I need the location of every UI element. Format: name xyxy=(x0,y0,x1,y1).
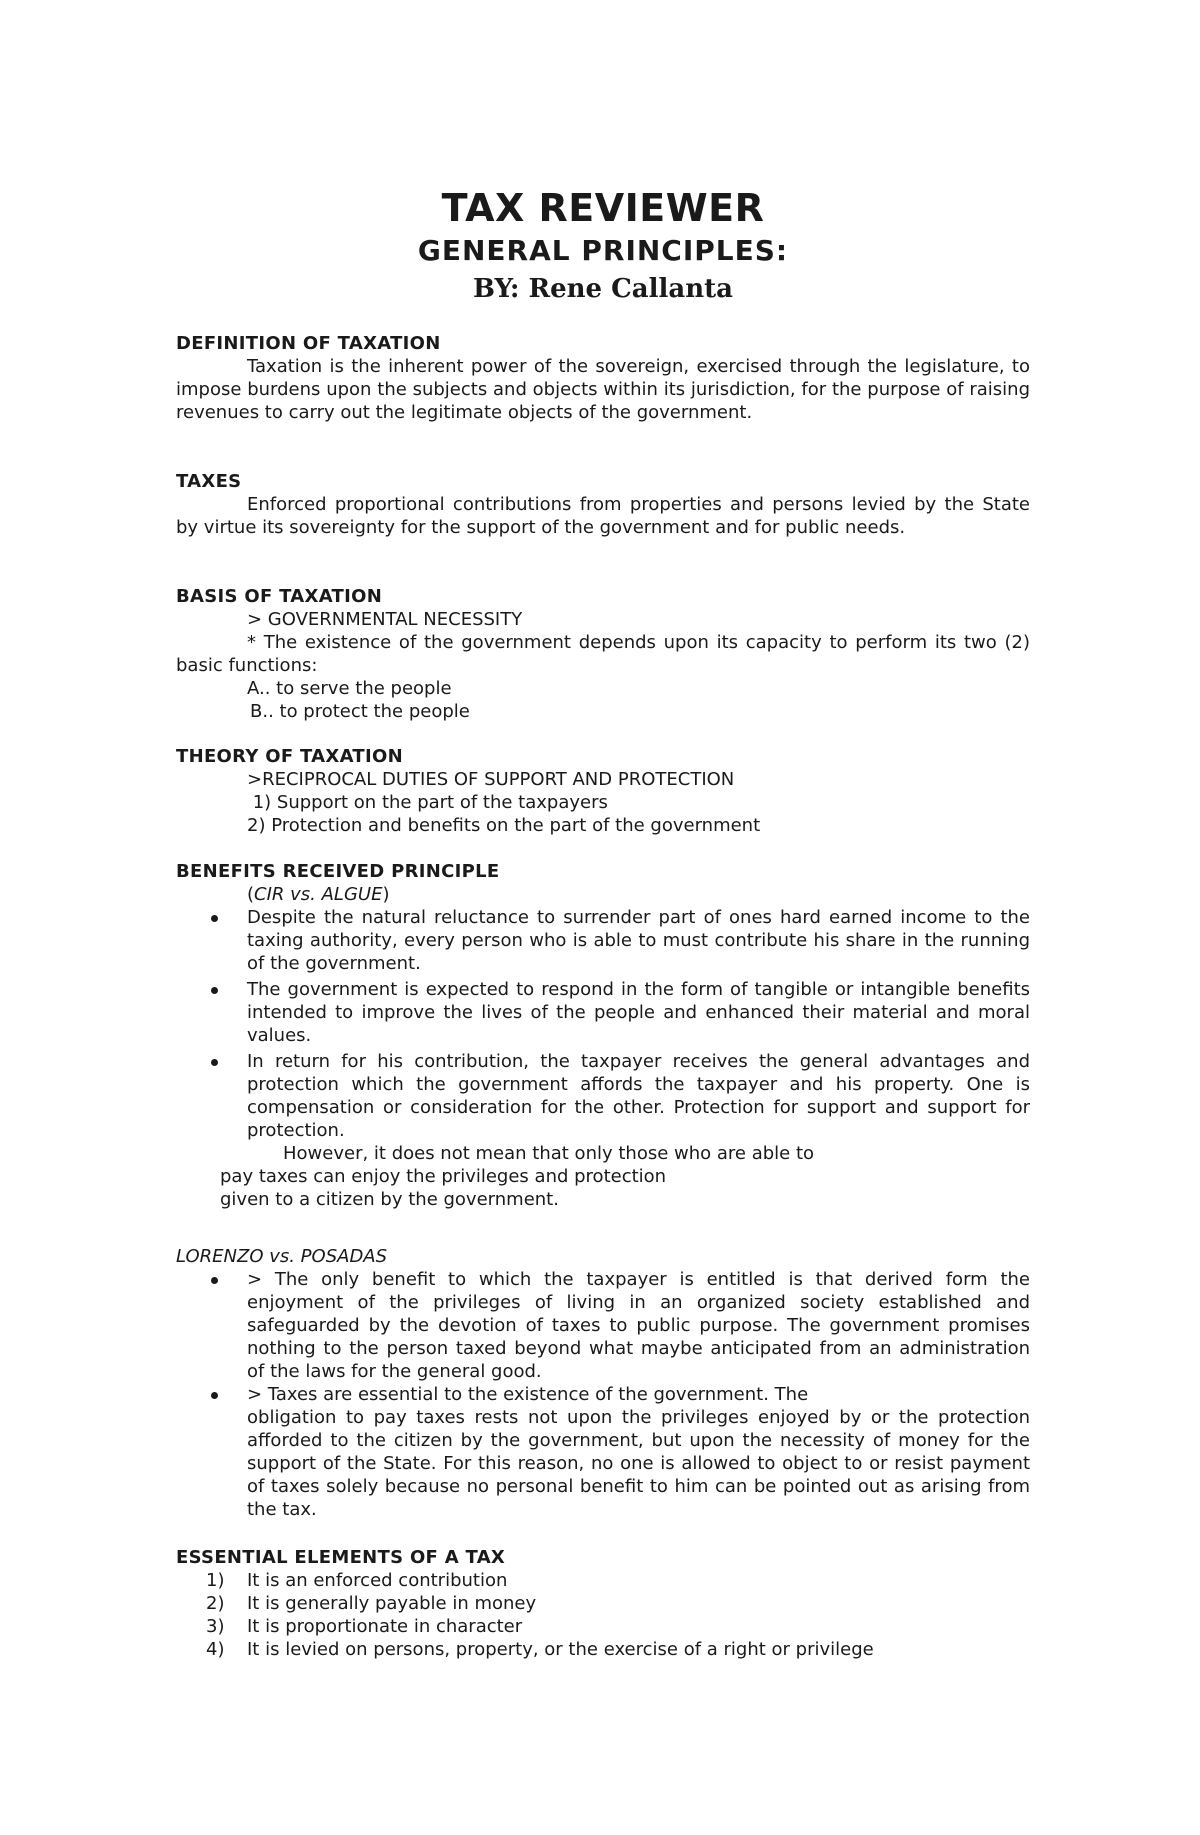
list-item xyxy=(176,1615,1030,1638)
section-heading-benefits: BENEFITS RECEIVED PRINCIPLE xyxy=(176,861,500,882)
however-line-2: pay taxes can enjoy the privileges and protection xyxy=(220,1166,667,1187)
bullet-text: The government is expected to respond in the form of tangible or intangible benefits intended to improve the lives of the people and enhanced their material and moral values. xyxy=(247,979,1030,1046)
basis-item-a: A.. to serve the people xyxy=(247,678,452,699)
bullet-text-first-line: > Taxes are essential to the existence of the government. The xyxy=(247,1384,809,1405)
section-heading-taxes: TAXES xyxy=(176,471,242,492)
section-elements xyxy=(176,1546,1030,1661)
list-number: 1) xyxy=(206,1570,225,1591)
section-theory xyxy=(176,745,1030,837)
definition-text: Taxation is the inherent power of the sovereign, exercised through the legislature, to impose burdens upon the subjects and objects within its jurisdiction, for the purpose of raising revenues to carry out the legitimate objects of the government. xyxy=(176,356,1030,423)
taxes-text: Enforced proportional contributions from properties and persons levied by the State by virtue its sovereignty for the support of the government and for public needs. xyxy=(176,494,1030,538)
section-taxes xyxy=(176,470,1030,539)
list-number: 2) xyxy=(206,1593,225,1614)
bullet-text: Despite the natural reluctance to surrender part of ones hard earned income to the taxing authority, every person who is able to must contribute his share in the running of the government. xyxy=(247,907,1030,974)
list-number: 3) xyxy=(206,1616,225,1637)
case-paren-close: ) xyxy=(382,884,390,905)
section-heading-basis: BASIS OF TAXATION xyxy=(176,586,383,607)
list-item xyxy=(176,1638,1030,1661)
document-subtitle: GENERAL PRINCIPLES: xyxy=(417,234,789,267)
list-text: It is an enforced contribution xyxy=(247,1570,508,1591)
bullet-icon xyxy=(211,1059,218,1066)
section-heading-lorenzo: LORENZO vs. POSADAS xyxy=(176,1246,388,1267)
basis-item-b: B.. to protect the people xyxy=(250,701,470,722)
section-heading-elements: ESSENTIAL ELEMENTS OF A TAX xyxy=(176,1547,506,1568)
benefits-case-line xyxy=(176,883,1030,906)
lorenzo-bullet-list xyxy=(176,1268,1030,1521)
elements-list xyxy=(176,1569,1030,1661)
bullet-icon xyxy=(211,915,218,922)
basis-necessity: > GOVERNMENTAL NECESSITY xyxy=(247,609,523,630)
however-line-3: given to a citizen by the government. xyxy=(220,1189,559,1210)
document-author: BY: Rene Callanta xyxy=(472,274,734,304)
section-lorenzo xyxy=(176,1245,1030,1521)
benefits-case: CIR vs. ALGUE xyxy=(254,884,383,905)
section-heading-definition: DEFINITION OF TAXATION xyxy=(176,333,441,354)
list-item xyxy=(176,1383,1030,1521)
basis-existence: * The existence of the government depends upon its capacity to perform its two (2) basic functions: xyxy=(176,632,1030,676)
bullet-icon xyxy=(211,987,218,994)
case-paren-open: ( xyxy=(247,884,255,905)
benefits-bullet-list xyxy=(176,906,1030,1142)
section-heading-theory: THEORY OF TAXATION xyxy=(176,746,403,767)
list-item xyxy=(176,906,1030,975)
theory-item-2: 2) Protection and benefits on the part of the government xyxy=(247,815,761,836)
however-line-1: However, it does not mean that only those who are able to xyxy=(283,1143,815,1164)
list-item xyxy=(176,1592,1030,1615)
bullet-text-rest: obligation to pay taxes rests not upon the privileges enjoyed by or the protection afforded to the citizen by the government, but upon the necessity of money for the support of the State. For this reason, no one is allowed to object to or resist payment of taxes solely because no personal benefit to him can be pointed out as arising from the tax. xyxy=(247,1407,1030,1520)
list-number: 4) xyxy=(206,1639,225,1660)
bullet-icon xyxy=(211,1277,218,1284)
document-title: TAX REVIEWER xyxy=(441,186,765,230)
list-item xyxy=(176,1050,1030,1142)
section-definition xyxy=(176,332,1030,424)
section-basis xyxy=(176,585,1030,723)
bullet-text: > The only benefit to which the taxpayer is entitled is that derived form the enjoyment of the privileges of living in an organized society established and safeguarded by the devotion of taxes to public purpose. The government promises nothing to the person taxed beyond what maybe anticipated from an administration of the laws for the general good. xyxy=(247,1269,1030,1382)
theory-reciprocal: >RECIPROCAL DUTIES OF SUPPORT AND PROTECTION xyxy=(247,769,735,790)
list-text: It is generally payable in money xyxy=(247,1593,537,1614)
list-item xyxy=(176,1569,1030,1592)
section-benefits xyxy=(176,860,1030,1211)
list-item xyxy=(176,1268,1030,1383)
list-text: It is proportionate in character xyxy=(247,1616,523,1637)
bullet-text: In return for his contribution, the taxpayer receives the general advantages and protection which the government affords the taxpayer and his property. One is compensation or consideration for the other. Protection for support and support for protection. xyxy=(247,1051,1030,1141)
list-text: It is levied on persons, property, or the exercise of a right or privilege xyxy=(247,1639,874,1660)
list-item xyxy=(176,978,1030,1047)
bullet-icon xyxy=(211,1392,218,1399)
theory-item-1: 1) Support on the part of the taxpayers xyxy=(247,792,608,813)
